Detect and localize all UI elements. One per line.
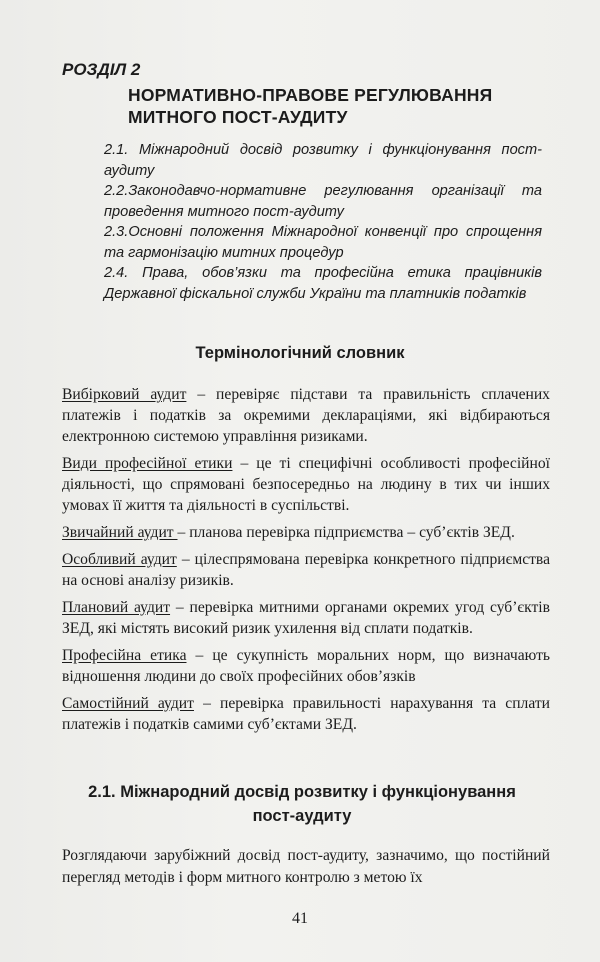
glossary-entry (62, 384, 550, 447)
glossary-definition: – перевіряє підстави та правильність сплачених платежів і податків за окремими деклараціями, які відбираються електронною системою управління ризиками. (62, 386, 550, 445)
glossary-entry (62, 522, 550, 543)
section-heading-line-1: 2.1. Міжнародний досвід розвитку і функціонування (88, 783, 516, 801)
glossary-term: Плановий аудит (62, 599, 171, 616)
page-number: 41 (292, 910, 308, 927)
toc-item-2-1: 2.1. Міжнародний досвід розвитку і функціонування пост-аудиту (104, 142, 542, 179)
chapter-title-line-2: МИТНОГО ПОСТ-АУДИТУ (128, 107, 348, 127)
section-heading-line-2: пост-аудиту (252, 807, 352, 825)
chapter-title-line-1: НОРМАТИВНО-ПРАВОВЕ РЕГУЛЮВАННЯ (128, 85, 493, 105)
glossary-entry (62, 693, 550, 735)
glossary-list (62, 384, 550, 741)
glossary-entry (62, 645, 550, 687)
glossary-definition: – це сукупність моральних норм, що визначають відношення людини до своїх професійних обов’язків (62, 647, 550, 685)
glossary-entry (62, 453, 550, 516)
chapter-label: РОЗДІЛ 2 (62, 60, 141, 79)
glossary-title: Термінологічний словник (195, 344, 405, 362)
toc-item-2-3: 2.3.Основні положення Міжнародної конвенції про спрощення та гармонізацію митних процедур (104, 224, 542, 261)
glossary-term: Види професійної етики (62, 455, 233, 472)
glossary-definition: – це ті специфічні особливості професійної діяльності, що спрямовані безпосередньо на людину в тих чи інших умовах її життя та діяльності в суспільстві. (62, 455, 550, 514)
toc-item-2-2: 2.2.Законодавчо-нормативне регулювання організації та проведення митного пост-аудиту (104, 183, 542, 220)
glossary-definition: – планова перевірка підприємства – суб’єктів ЗЕД. (177, 524, 515, 541)
glossary-term: Вибірковий аудит (62, 386, 187, 403)
glossary-entry (62, 597, 550, 639)
chapter-title (128, 84, 528, 128)
section-heading (82, 780, 522, 828)
body-paragraph: Розглядаючи зарубіжний досвід пост-аудиту, зазначимо, що постійний перегляд методів і форм митного контролю з метою їх (62, 847, 550, 886)
glossary-term: Особливий аудит (62, 551, 177, 568)
glossary-entry (62, 549, 550, 591)
glossary-term: Звичайний аудит (62, 524, 178, 541)
toc-item-2-4: 2.4. Права, обов’язки та професійна етика працівників Державної фіскальної служби України та платників податків (104, 265, 542, 302)
glossary-term: Самостійний аудит (62, 695, 194, 712)
glossary-term: Професійна етика (62, 647, 187, 664)
glossary-definition: – перевірка правильності нарахування та сплати платежів і податків самими суб’єктами ЗЕД. (62, 695, 551, 733)
glossary-definition: – цілеспрямована перевірка конкретного підприємства на основі аналізу ризиків. (62, 551, 551, 589)
chapter-contents (104, 140, 542, 304)
glossary-definition: – перевірка митними органами окремих угод суб’єктів ЗЕД, які містять високий ризик ухилення від сплати податків. (62, 599, 550, 637)
